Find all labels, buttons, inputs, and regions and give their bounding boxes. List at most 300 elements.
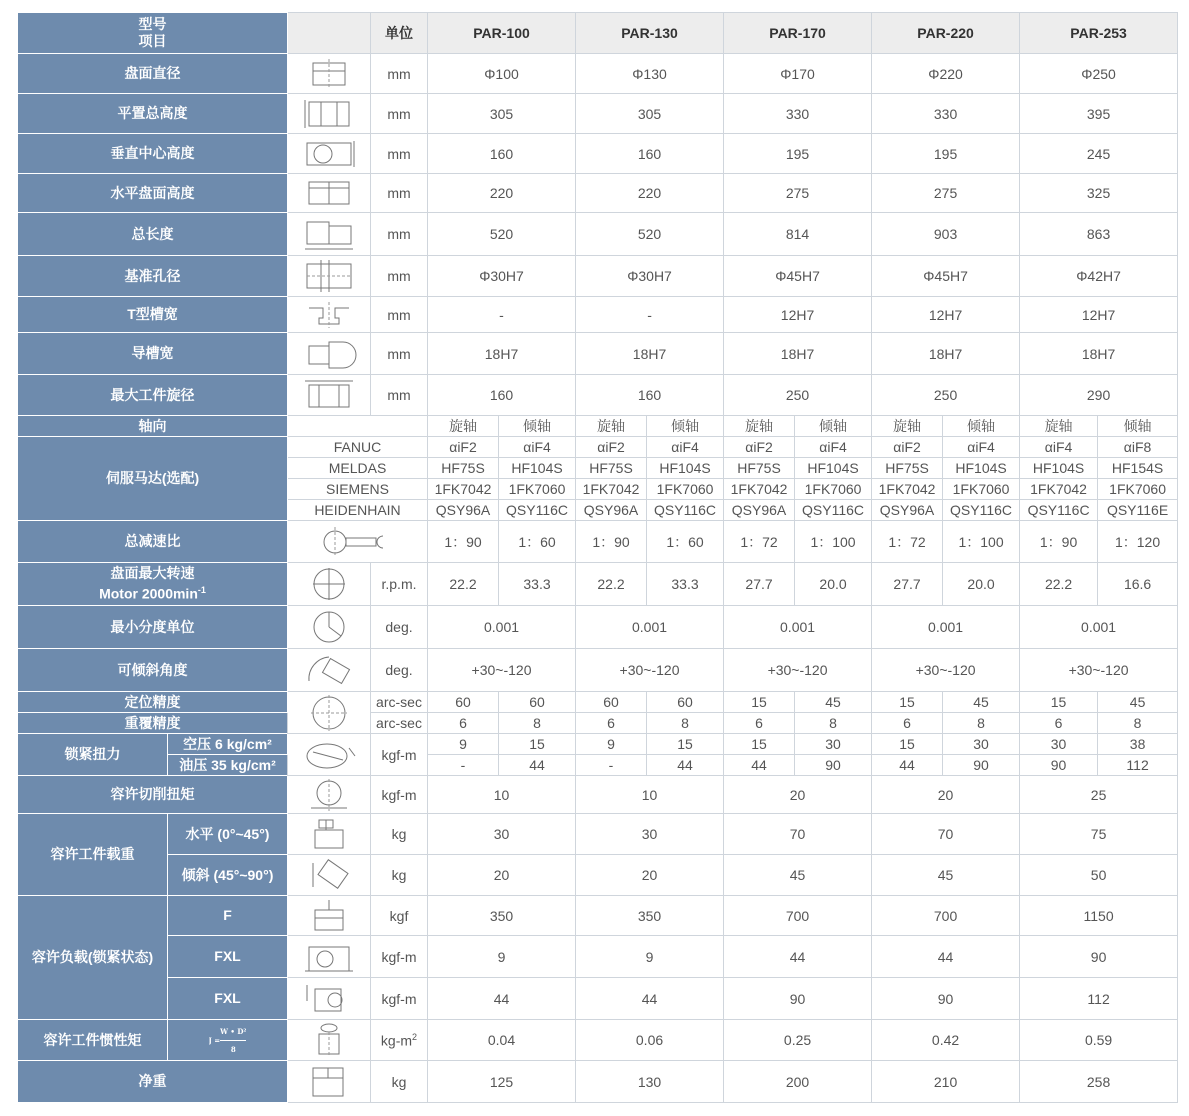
value-cell: 20.0 [795,563,872,606]
brand-cell: HEIDENHAIN [288,500,428,521]
table-row [18,174,1178,213]
table-row [18,563,1178,606]
value-cell: 15 [647,734,724,755]
sub-label: 空压 6 kg/cm² [168,734,288,755]
unit-cell: deg. [371,606,428,649]
value-cell: 1FK7060 [647,479,724,500]
row-label: 容许负载(锁紧状态) [18,896,168,1020]
value-cell: 90 [1020,755,1098,776]
unit-cell: kgf-m [371,978,428,1020]
value-cell: 112 [1098,755,1178,776]
value-cell: 44 [724,755,795,776]
value-cell: αiF2 [872,437,943,458]
value-cell: 1FK7060 [499,479,576,500]
value-cell: Φ45H7 [872,256,1020,297]
value-cell: 330 [872,94,1020,134]
value-cell: 210 [872,1061,1020,1103]
sub-label: 水平 (0°~45°) [168,814,288,855]
value-cell: 9 [428,734,499,755]
value-cell: - [428,755,499,776]
table-row [18,713,1178,734]
value-cell: 258 [1020,1061,1178,1103]
value-cell: 0.001 [576,606,724,649]
row-label: 总长度 [18,213,288,256]
servo-row [18,437,1178,458]
value-cell: QSY116C [647,500,724,521]
inertia-icon [288,1020,371,1061]
value-cell: 160 [428,375,576,416]
value-cell: 18H7 [724,333,872,375]
value-cell: 60 [499,692,576,713]
value-cell: 22.2 [1020,563,1098,606]
value-cell: HF154S [1098,458,1178,479]
value-cell: 8 [1098,713,1178,734]
value-cell: 1：72 [724,521,795,563]
formula-fraction [220,1023,246,1058]
spec-table [17,12,1178,1103]
value-cell: 22.2 [576,563,647,606]
value-cell: αiF4 [647,437,724,458]
row-label: 伺服马达(选配) [18,437,288,521]
value-cell: 18H7 [872,333,1020,375]
value-cell: HF104S [647,458,724,479]
value-cell: 8 [647,713,724,734]
value-cell: 0.04 [428,1020,576,1061]
unit-cell: mm [371,134,428,174]
value-cell: Φ42H7 [1020,256,1178,297]
unit-exponent: 2 [412,1031,418,1042]
value-cell: 6 [872,713,943,734]
table-row [18,755,1178,776]
value-cell: 8 [499,713,576,734]
value-cell: 25 [1020,776,1178,814]
row-label: 定位精度 [18,692,288,713]
value-cell: 90 [1020,936,1178,978]
value-cell: 520 [576,213,724,256]
table-height-icon [288,174,371,213]
value-cell: Φ250 [1020,54,1178,94]
value-cell: +30~-120 [576,649,724,692]
value-cell: 9 [428,936,576,978]
value-cell: 0.25 [724,1020,872,1061]
value-cell: 45 [1098,692,1178,713]
value-cell: 1FK7042 [576,479,647,500]
value-cell: 1：90 [1020,521,1098,563]
value-cell: - [576,755,647,776]
tilt-angle-icon [288,649,371,692]
unit-cell: mm [371,297,428,333]
table-row [18,1020,1178,1061]
value-cell: 275 [872,174,1020,213]
axis-cell: 倾轴 [499,416,576,437]
unit-cell: kgf-m [371,734,428,776]
value-cell: 45 [724,855,872,896]
cutting-torque-icon [288,776,371,814]
axis-cell: 旋轴 [576,416,647,437]
value-cell: 0.06 [576,1020,724,1061]
value-cell: 60 [428,692,499,713]
moment-load-icon [288,936,371,978]
value-cell: 290 [1020,375,1178,416]
value-cell: 330 [724,94,872,134]
side-load-icon [288,978,371,1020]
row-label: 锁紧扭力 [18,734,168,776]
value-cell: 6 [1020,713,1098,734]
tilted-load-icon [288,855,371,896]
value-cell: 20 [872,776,1020,814]
value-cell: 1FK7060 [1098,479,1178,500]
value-cell: 130 [576,1061,724,1103]
value-cell: +30~-120 [724,649,872,692]
item-caption: 项目 [138,33,167,49]
value-cell: 814 [724,213,872,256]
value-cell: +30~-120 [428,649,576,692]
row-label: 轴向 [18,416,288,437]
table-row [18,54,1178,94]
value-cell: 44 [428,978,576,1020]
value-cell: 1：90 [428,521,499,563]
value-cell: 44 [647,755,724,776]
value-cell: 22.2 [428,563,499,606]
row-label: 最小分度单位 [18,606,288,649]
value-cell: 0.59 [1020,1020,1178,1061]
model-header: PAR-170 [724,13,872,54]
unit-cell: deg. [371,649,428,692]
row-label: 容许工件惯性矩 [18,1020,168,1061]
value-cell: 90 [872,978,1020,1020]
axis-cell: 旋轴 [724,416,795,437]
value-cell: QSY96A [724,500,795,521]
value-cell: 44 [576,978,724,1020]
value-cell: QSY116C [795,500,872,521]
value-cell: 44 [872,936,1020,978]
value-cell: 18H7 [576,333,724,375]
value-cell: 1：120 [1098,521,1178,563]
value-cell: 160 [428,134,576,174]
value-cell: +30~-120 [872,649,1020,692]
value-cell: 90 [943,755,1020,776]
header-row [18,13,1178,54]
unit-cell: mm [371,375,428,416]
icon-header [288,13,371,54]
value-cell: 1：72 [872,521,943,563]
value-cell: 33.3 [499,563,576,606]
table-row [18,606,1178,649]
unit-cell: mm [371,174,428,213]
value-cell: 15 [724,734,795,755]
value-cell: 863 [1020,213,1178,256]
value-cell: 38 [1098,734,1178,755]
value-cell: 20 [576,855,724,896]
value-cell: 1FK7042 [428,479,499,500]
value-cell: 20.0 [943,563,1020,606]
value-cell: 250 [872,375,1020,416]
speed-label: 盘面最大转速 [110,565,195,582]
value-cell: αiF8 [1098,437,1178,458]
value-cell: 45 [795,692,872,713]
value-cell: 6 [576,713,647,734]
table-row [18,734,1178,755]
value-cell: 160 [576,375,724,416]
table-row [18,776,1178,814]
model-header: PAR-130 [576,13,724,54]
value-cell: 1FK7060 [795,479,872,500]
table-row [18,936,1178,978]
value-cell: HF75S [724,458,795,479]
value-cell: HF104S [943,458,1020,479]
t-slot-icon [288,297,371,333]
table-row [18,814,1178,855]
value-cell: 195 [724,134,872,174]
table-row [18,94,1178,134]
table-top-icon [288,54,371,94]
value-cell: αiF2 [724,437,795,458]
value-cell: Φ100 [428,54,576,94]
value-cell: 12H7 [724,297,872,333]
value-cell: QSY96A [576,500,647,521]
value-cell: 275 [724,174,872,213]
gear-train-icon [288,521,428,563]
value-cell: 27.7 [724,563,795,606]
value-cell: 6 [724,713,795,734]
value-cell: Φ30H7 [428,256,576,297]
motor-exponent: -1 [197,585,206,596]
value-cell: 70 [872,814,1020,855]
brand-cell: SIEMENS [288,479,428,500]
value-cell: 16.6 [1098,563,1178,606]
row-label: 盘面直径 [18,54,288,94]
value-cell: αiF2 [428,437,499,458]
value-cell: 9 [576,734,647,755]
unit-cell: kg [371,855,428,896]
table-row [18,134,1178,174]
unit-cell: kg [371,1061,428,1103]
value-cell: 12H7 [1020,297,1178,333]
row-label: 垂直中心高度 [18,134,288,174]
value-cell: 220 [428,174,576,213]
value-cell: 1FK7042 [872,479,943,500]
value-cell: 700 [872,896,1020,936]
value-cell: 75 [1020,814,1178,855]
axis-cell: 倾轴 [1098,416,1178,437]
value-cell: 0.42 [872,1020,1020,1061]
value-cell: 15 [724,692,795,713]
inertia-formula [168,1020,288,1061]
value-cell: 125 [428,1061,576,1103]
value-cell: 27.7 [872,563,943,606]
model-header: PAR-253 [1020,13,1178,54]
value-cell: 220 [576,174,724,213]
sub-label: FXL [168,978,288,1020]
formula-layout [209,1023,247,1058]
value-cell: 8 [795,713,872,734]
value-cell: 8 [943,713,1020,734]
value-cell: 1：90 [576,521,647,563]
value-cell: αiF2 [576,437,647,458]
unit-cell [371,1020,428,1061]
value-cell: 45 [943,692,1020,713]
value-cell: QSY116C [1020,500,1098,521]
model-caption: 型号 [138,16,167,32]
row-label: 可倾斜角度 [18,649,288,692]
value-cell: 1FK7042 [724,479,795,500]
value-cell: QSY116E [1098,500,1178,521]
row-label: 基准孔径 [18,256,288,297]
value-cell: 90 [724,978,872,1020]
unit-cell: kg [371,814,428,855]
value-cell: αiF4 [943,437,1020,458]
unit-cell: arc-sec [371,713,428,734]
value-cell: 20 [724,776,872,814]
sub-label: 油压 35 kg/cm² [168,755,288,776]
model-header: PAR-100 [428,13,576,54]
value-cell: Φ45H7 [724,256,872,297]
value-cell: 33.3 [647,563,724,606]
value-cell: 245 [1020,134,1178,174]
value-cell: 0.001 [1020,606,1178,649]
formula-denominator: 8 [230,1044,236,1054]
value-cell: 0.001 [724,606,872,649]
motor-text: Motor 2000min [99,585,198,602]
table-row [18,297,1178,333]
value-cell: 160 [576,134,724,174]
table-row [18,855,1178,896]
value-cell: 30 [576,814,724,855]
value-cell: HF75S [428,458,499,479]
axial-load-icon [288,896,371,936]
value-cell: 305 [428,94,576,134]
unit-cell: mm [371,256,428,297]
value-cell: 70 [724,814,872,855]
row-label: 平置总高度 [18,94,288,134]
unit-cell: kgf-m [371,776,428,814]
value-cell: Φ130 [576,54,724,94]
row-label: 导槽宽 [18,333,288,375]
value-cell: 350 [428,896,576,936]
unit-cell: kgf [371,896,428,936]
unit-cell: r.p.m. [371,563,428,606]
value-cell: 1150 [1020,896,1178,936]
row-label: 净重 [18,1061,288,1103]
value-cell: QSY116C [943,500,1020,521]
table-row [18,649,1178,692]
value-cell: αiF4 [1020,437,1098,458]
unit-cell: mm [371,213,428,256]
value-cell: 15 [872,692,943,713]
value-cell: 50 [1020,855,1178,896]
row-label: T型槽宽 [18,297,288,333]
corner-header [18,13,288,54]
value-cell: 1：100 [943,521,1020,563]
unit-cell: mm [371,54,428,94]
axis-cell: 倾轴 [795,416,872,437]
axis-cell: 旋轴 [428,416,499,437]
value-cell: 30 [795,734,872,755]
flat-height-icon [288,94,371,134]
value-cell: 60 [576,692,647,713]
row-label [18,563,288,606]
formula-left: J = [208,1035,221,1045]
value-cell: 30 [943,734,1020,755]
value-cell: QSY116C [499,500,576,521]
table-row [18,692,1178,713]
value-cell: 30 [428,814,576,855]
value-cell: 30 [1020,734,1098,755]
value-cell: QSY96A [872,500,943,521]
axis-cell: 倾轴 [943,416,1020,437]
value-cell: 700 [724,896,872,936]
guide-slot-icon [288,333,371,375]
motor-label [18,582,287,603]
value-cell: Φ220 [872,54,1020,94]
value-cell: 45 [872,855,1020,896]
unit-cell: kgf-m [371,936,428,978]
value-cell: 18H7 [428,333,576,375]
brand-cell: MELDAS [288,458,428,479]
max-swing-icon [288,375,371,416]
value-cell: 1FK7060 [943,479,1020,500]
value-cell: 18H7 [1020,333,1178,375]
value-cell: - [428,297,576,333]
net-weight-icon [288,1061,371,1103]
value-cell: αiF4 [499,437,576,458]
value-cell: 520 [428,213,576,256]
value-cell: 10 [576,776,724,814]
clamp-disc-icon [288,734,371,776]
value-cell: 195 [872,134,1020,174]
row-label: 容许工件载重 [18,814,168,896]
axis-cell: 旋轴 [1020,416,1098,437]
table-row [18,896,1178,936]
value-cell: - [576,297,724,333]
value-cell: 0.001 [872,606,1020,649]
value-cell: 60 [647,692,724,713]
unit-text: kg-m [380,1032,413,1049]
axis-row [18,416,1178,437]
value-cell: 44 [724,936,872,978]
unit-header: 单位 [371,13,428,54]
value-cell: 20 [428,855,576,896]
sub-label: F [168,896,288,936]
value-cell: 903 [872,213,1020,256]
value-cell: 395 [1020,94,1178,134]
value-cell: αiF4 [795,437,872,458]
value-cell: 305 [576,94,724,134]
value-cell: 325 [1020,174,1178,213]
value-cell: 10 [428,776,576,814]
row-label: 总减速比 [18,521,288,563]
sub-label: FXL [168,936,288,978]
unit-cell: arc-sec [371,692,428,713]
value-cell: 250 [724,375,872,416]
value-cell: 15 [499,734,576,755]
value-cell: HF104S [499,458,576,479]
value-cell: 112 [1020,978,1178,1020]
empty-cell [288,416,428,437]
value-cell: Φ170 [724,54,872,94]
value-cell: 6 [428,713,499,734]
brand-cell: FANUC [288,437,428,458]
index-angle-icon [288,606,371,649]
table-row [18,375,1178,416]
value-cell: HF75S [872,458,943,479]
value-cell: HF104S [1020,458,1098,479]
value-cell: HF104S [795,458,872,479]
value-cell: 1：60 [499,521,576,563]
axis-cell: 旋轴 [872,416,943,437]
row-label: 重覆精度 [18,713,288,734]
value-cell: 350 [576,896,724,936]
